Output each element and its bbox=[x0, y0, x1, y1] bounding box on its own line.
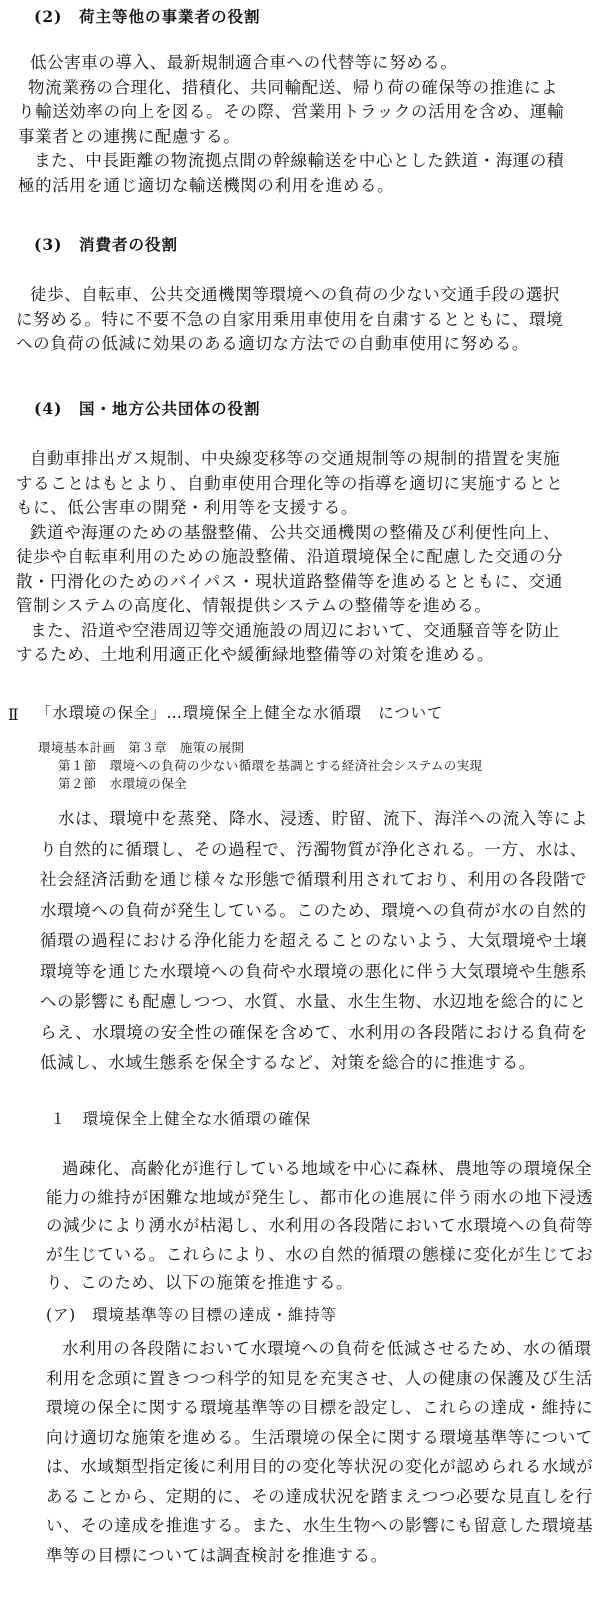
chapter-marker: Ⅱ bbox=[8, 706, 20, 724]
paragraph-line: が生じている。これらにより、水の自然的循環の態様に変化が生じてお bbox=[46, 1244, 594, 1264]
paragraph-line: また、中長距離の物流拠点間の幹線輸送を中心とした鉄道・海運の積 bbox=[34, 151, 565, 170]
paragraph-line: に努める。特に不要不急の自家用乗用車使用を自粛するとともに、環境 bbox=[16, 309, 564, 329]
paragraph-line: 向け適切な施策を進める。生活環境の保全に関する環境基準等について bbox=[46, 1427, 593, 1447]
paragraph-line: 循環の過程における浄化能力を超えることのないよう、大気環境や土壌 bbox=[40, 931, 588, 950]
paragraph-line: 徒歩や自転車利用のための施設整備、沿道環境保全に配慮した交通の分 bbox=[16, 547, 564, 566]
paragraph-line: り、このため、以下の施策を推進する。 bbox=[46, 1273, 354, 1292]
paragraph-line: あることから、定期的に、その達成状況を踏まえつつ必要な見直しを行 bbox=[46, 1486, 593, 1506]
plan-reference: 第１節 環境への負荷の少ない循環を基調とする経済社会システムの実現 bbox=[58, 758, 483, 773]
paragraph-line: 鉄道や海運のための基盤整備、公共交通機関の整備及び利便性向上、 bbox=[30, 522, 561, 542]
paragraph-line: り輸送効率の向上を図る。その際、営業用トラックの活用を含め、運輸 bbox=[18, 102, 565, 121]
paragraph-line: 環境等を通じた水環境への負荷や水環境の悪化に伴う大気環境や生態系 bbox=[40, 961, 588, 981]
paragraph-line: 散・円滑化のためのバイパス・現状道路整備等を進めるとともに、交通 bbox=[16, 571, 563, 591]
paragraph-line: 社会経済活動を通じ様々な形態で循環利用されており、利用の各段階で bbox=[40, 870, 588, 889]
paragraph-line: 水は、環境中を蒸発、降水、浸透、貯留、流下、海洋への流入等によ bbox=[58, 809, 589, 828]
subsection-heading: １ 環境保全上健全な水循環の確保 bbox=[50, 1110, 311, 1128]
paragraph-line: 水利用の各段階において水環境への負荷を低減させるため、水の循環 bbox=[62, 1339, 592, 1358]
section-heading: (4) 国・地方公共団体の役割 bbox=[34, 399, 261, 418]
section-heading: (3) 消費者の役割 bbox=[34, 235, 178, 254]
paragraph-line: の減少により湧水が枯渇し、水利用の各段階において水環境への負荷等 bbox=[46, 1216, 594, 1235]
paragraph-line: 水環境への負荷が発生している。このため、環境への負荷が水の自然的 bbox=[40, 900, 587, 920]
paragraph-line: するため、土地利用適正化や緩衝緑地整備等の対策を進める。 bbox=[16, 645, 495, 664]
paragraph-line: 事業者との連携に配慮する。 bbox=[18, 126, 241, 146]
paragraph-line: 物流業務の合理化、措積化、共同輸配送、帰り荷の確保等の推進によ bbox=[28, 77, 559, 97]
paragraph-line: することはもとより、自動車使用合理化等の指導を適切に実施するとと bbox=[16, 473, 564, 493]
section-heading: (2) 荷主等他の事業者の役割 bbox=[34, 7, 261, 26]
paragraph-line: 徒歩、自転車、公共交通機関等環境への負荷の少ない交通手段の選択 bbox=[30, 285, 561, 304]
paragraph-line: 準等の目標については調査検討を推進する。 bbox=[46, 1545, 388, 1565]
paragraph-line: への負荷の低減に効果のある適切な方法での自動車使用に努める。 bbox=[16, 334, 529, 353]
paragraph-line: もに、低公害車の開発・利用等を支援する。 bbox=[16, 498, 358, 517]
paragraph-line: 自動車排出ガス規制、中央線変移等の交通規制等の規制的措置を実施 bbox=[30, 449, 561, 468]
subsection-heading: (ア) 環境基準等の目標の達成・維持等 bbox=[46, 1306, 337, 1324]
paragraph-line: 過疎化、高齢化が進行している地域を中心に森林、農地等の環境保全 bbox=[62, 1159, 593, 1178]
paragraph-line: 能力の維持が困難な地域が発生し、都市化の進展に伴う雨水の地下浸透 bbox=[46, 1187, 594, 1207]
paragraph-line: また、沿道や空港周辺等交通施設の周辺において、交通騒音等を防止 bbox=[30, 620, 560, 640]
paragraph-line: 環境の保全に関する環境基準等の目標を設定し、これらの達成・維持に bbox=[46, 1398, 594, 1417]
paragraph-line: 利用を念頭に置きつつ科学的知見を充実させ、人の健康の保護及び生活 bbox=[46, 1368, 593, 1388]
chapter-title: 「水環境の保全」…環境保全上健全な水循環 について bbox=[36, 704, 444, 722]
paragraph-line: への影響にも配慮しつつ、水質、水量、水生生物、水辺地を総合的にと bbox=[40, 992, 587, 1011]
paragraph-line: 極的活用を通じ適切な輸送機関の利用を進める。 bbox=[18, 175, 395, 195]
paragraph-line: り自然的に循環し、その過程で、汚濁物質が浄化される。一方、水は、 bbox=[40, 839, 587, 859]
paragraph-line: 低減し、水域生態系を保全するなど、対策を総合的に推進する。 bbox=[40, 1053, 536, 1072]
paragraph-line: い、その達成を推進する。また、水生生物への影響にも留意した環境基 bbox=[46, 1516, 594, 1535]
paragraph-line: 管制システムの高度化、情報提供システムの整備等を進める。 bbox=[16, 596, 492, 615]
paragraph-line: は、水域類型指定後に利用目的の変化等状況の変化が認められる水域が bbox=[46, 1457, 594, 1476]
plan-reference: 環境基本計画 第３章 施策の展開 bbox=[38, 740, 245, 755]
plan-reference: 第２節 水環境の保全 bbox=[58, 776, 188, 791]
paragraph-line: 低公害車の導入、最新規制適合車への代替等に努める。 bbox=[30, 53, 458, 72]
paragraph-line: らえ、水環境の安全性の確保を含めて、水利用の各段階における負荷を bbox=[40, 1022, 588, 1042]
